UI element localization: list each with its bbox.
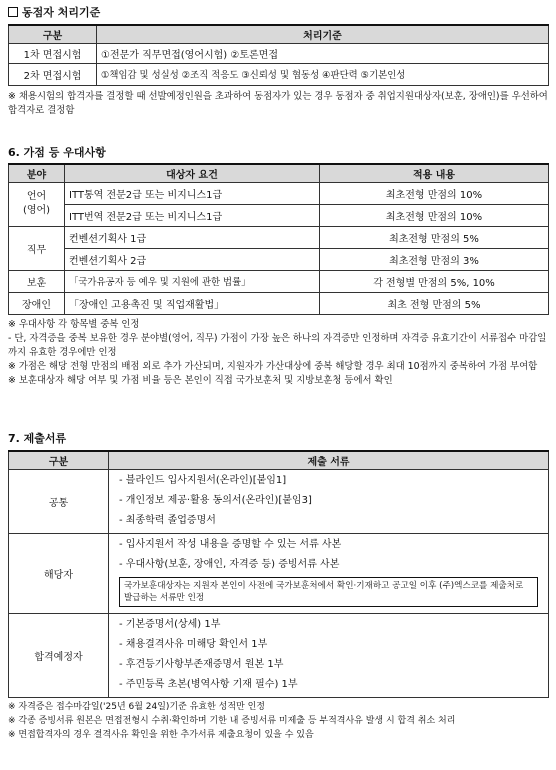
- docs-section-title: 7. 제출서류: [8, 432, 67, 445]
- docs-note: ※ 면접합격자의 경우 결격사유 확인을 위한 추가서류 제출요청이 있을 수 있음: [8, 730, 314, 740]
- table-row: [9, 63, 549, 85]
- docs-category-applicable: 해당자: [9, 533, 109, 613]
- list-item: - 주민등록 초본(병역사항 기재 필수) 1부: [119, 679, 298, 690]
- list-item: - 입사지원서 작성 내용을 증명할 수 있는 서류 사본: [119, 539, 342, 550]
- bonus-note: - 단, 자격증을 중복 보유한 경우 분야별(영어, 직무) 가점이 가장 높은 하나의 자격증만 인정하며 자격증 유효기간이 서류접수 마감일까지 유효한 경우에만 인정: [8, 333, 547, 358]
- list-item: - 블라인드 입사지원서(온라인)[붙임1]: [119, 475, 287, 486]
- bonus-note: ※ 보훈대상자 해당 여부 및 가점 비율 등은 본인이 직접 국가보훈처 및 지방보훈청 등에서 확인: [8, 375, 393, 386]
- bonus-section-title: 6. 가점 등 우대사항: [8, 146, 106, 159]
- docs-category-common: 공통: [9, 469, 109, 533]
- bonus-field: 보훈: [9, 270, 65, 292]
- docs-common-list: [119, 471, 544, 531]
- docs-passers-list: [119, 615, 544, 695]
- bonus-apply: 최초전형 만점의 10%: [320, 182, 549, 204]
- tie-table: [8, 24, 549, 86]
- veterans-notice-box: 국가보훈대상자는 지원자 본인이 사전에 국가보훈처에서 확인·기재하고 공고일 이후 (주)엑스코를 제출처로 발급하는 서류만 인정: [119, 577, 538, 607]
- tie-criteria: ①책임감 및 성실성 ②조직 적응도 ③신뢰성 및 협동성 ④판단력 ⑤기본인성: [97, 63, 549, 85]
- bonus-header-apply: 적용 내용: [320, 164, 549, 182]
- table-row: [9, 182, 549, 204]
- docs-header-documents: 제출 서류: [109, 451, 549, 469]
- table-row: [9, 270, 549, 292]
- tie-section-title: 동점자 처리기준: [8, 4, 100, 20]
- bonus-field: 언어 (영어): [9, 182, 65, 226]
- table-row: [9, 469, 549, 533]
- table-row: [9, 533, 549, 613]
- docs-note: ※ 자격증은 접수마감일('25년 6월 24일)기준 유효한 성적만 인정: [8, 702, 265, 712]
- bonus-requirement: 컨벤션기획사 2급: [65, 248, 320, 270]
- list-item: - 최종학력 졸업증명서: [119, 515, 216, 526]
- docs-table: [8, 450, 549, 698]
- list-item: - 후견등기사항부존재증명서 원본 1부: [119, 659, 284, 670]
- table-row: [9, 226, 549, 248]
- list-item: - 개인정보 제공·활용 동의서(온라인)[붙임3]: [119, 495, 312, 506]
- bonus-requirement: ITT통역 전문2급 또는 비지니스1급: [65, 182, 320, 204]
- table-row: [9, 248, 549, 270]
- docs-header-category: 구분: [9, 451, 109, 469]
- docs-notes: [8, 700, 548, 742]
- bonus-note: ※ 우대사항 각 항목별 중복 인정: [8, 319, 140, 330]
- list-item: - 기본증명서(상세) 1부: [119, 619, 221, 630]
- bonus-requirement: 「국가유공자 등 예우 및 지원에 관한 법률」: [65, 270, 320, 292]
- bonus-requirement: ITT번역 전문2급 또는 비지니스1급: [65, 204, 320, 226]
- bonus-requirement: 컨벤션기획사 1급: [65, 226, 320, 248]
- bonus-table: [8, 163, 549, 315]
- tie-header-criteria: 처리기준: [97, 25, 549, 43]
- tie-stage: 1차 면접시험: [9, 43, 97, 63]
- bonus-note: ※ 가점은 해당 전형 만점의 배점 외로 추가 가산되며, 지원자가 가산대상에 중복 해당할 경우 최대 10점까지 중복하여 가점 부여함: [8, 361, 538, 372]
- bonus-field: 직무: [9, 226, 65, 270]
- bonus-apply: 최초전형 만점의 3%: [320, 248, 549, 270]
- tie-criteria: ①전문가 직무면접(영어시험) ②토론면접: [97, 43, 549, 63]
- checkbox-icon: [8, 7, 18, 17]
- bonus-header-field: 분야: [9, 164, 65, 182]
- table-row: [9, 43, 549, 63]
- bonus-apply: 최초전형 만점의 5%: [320, 226, 549, 248]
- list-item: - 우대사항(보훈, 장애인, 자격증 등) 증빙서류 사본: [119, 559, 340, 570]
- bonus-field: 장애인: [9, 292, 65, 314]
- tie-note: ※ 채용시험의 합격자를 결정할 때 선발예정인원을 초과하여 동점자가 있는 경우 동점자 중 취업지원대상자(보훈, 장애인)를 우선하여 합격자로 결정함: [8, 91, 548, 116]
- bonus-apply: 각 전형별 만점의 5%, 10%: [320, 270, 549, 292]
- tie-stage: 2차 면접시험: [9, 63, 97, 85]
- docs-note: ※ 각종 증빙서류 원본은 면접전형시 수취·확인하며 기한 내 증빙서류 미제출 등 부적격사유 발생 시 합격 취소 처리: [8, 716, 456, 726]
- table-row: [9, 204, 549, 226]
- bonus-apply: 최초전형 만점의 10%: [320, 204, 549, 226]
- list-item: - 채용결격사유 미해당 확인서 1부: [119, 639, 268, 650]
- tie-header-stage: 구분: [9, 25, 97, 43]
- bonus-header-requirement: 대상자 요건: [65, 164, 320, 182]
- docs-applicable-list: [119, 535, 544, 575]
- bonus-apply: 최초 전형 만점의 5%: [320, 292, 549, 314]
- bonus-requirement: 「장애인 고용촉진 및 직업재활법」: [65, 292, 320, 314]
- bonus-notes: [8, 318, 548, 388]
- table-row: [9, 613, 549, 697]
- docs-category-passers: 합격예정자: [9, 613, 109, 697]
- table-row: [9, 292, 549, 314]
